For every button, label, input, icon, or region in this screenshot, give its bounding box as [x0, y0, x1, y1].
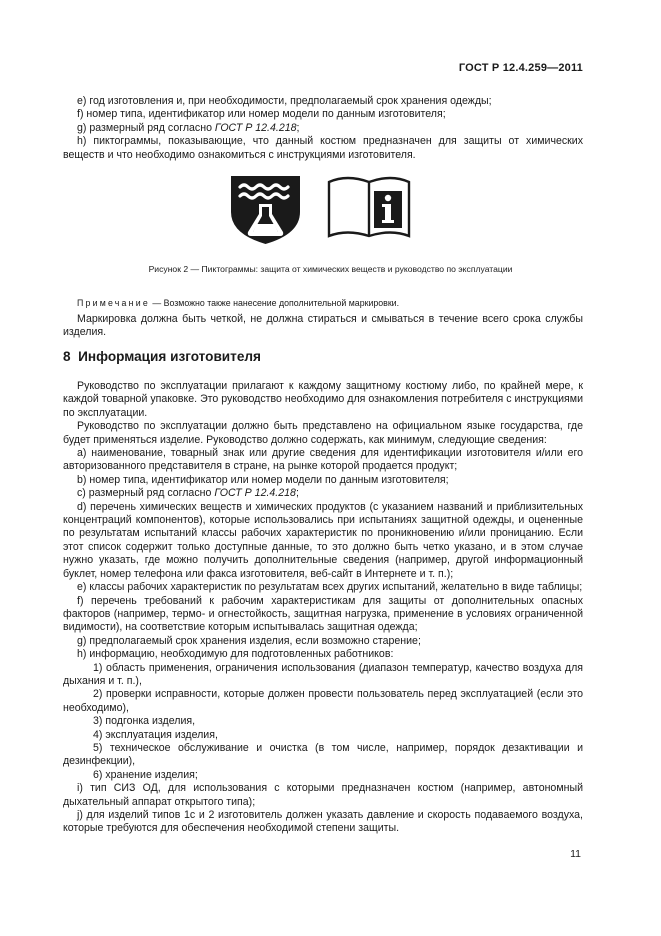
figure-caption: Рисунок 2 — Пиктограммы: защита от химических веществ и руководство по эксплуатации	[148, 264, 513, 274]
list-item: g) предполагаемый срок хранения изделия, если возможно старение;	[77, 634, 421, 647]
list-item: b) номер типа, идентификатор или номер модели по данным изготовителя;	[77, 473, 449, 486]
standard-reference: ГОСТ Р 12.4.218	[214, 121, 297, 134]
list-item: f) перечень требований к рабочим характеристикам для защиты от дополнительных опасных факторов (например, термо- и огнестойкость, защитная нагрузка, применение в условиях ограниченной видимости), на соответствие которым испытывалась защитная одежда;	[63, 594, 583, 634]
marking-paragraph: Маркировка должна быть четкой, не должна стираться и смываться в течение всего срока службы изделия.	[63, 313, 583, 339]
paragraph: Руководство по эксплуатации прилагают к каждому защитному костюму либо, по крайней мере, к каждой товарной упаковке. Это руководство необходимо для ознакомления потребителя с инструкциями по эксплуатации.	[63, 380, 583, 419]
standard-reference: ГОСТ Р 12.4.218	[214, 487, 296, 500]
section-number: 8	[63, 349, 71, 364]
sub-item: 4) эксплуатация изделия,	[93, 728, 218, 741]
list-item: h) пиктограммы, показывающие, что данный костюм предназначен для защиты от химических веществ и что необходимо ознакомиться с инструкциями изготовителя.	[63, 135, 583, 161]
note-label: Примечание	[77, 298, 150, 308]
list-item: g) размерный ряд согласно ГОСТ Р 12.4.218;	[77, 121, 300, 134]
list-item: i) тип СИЗ ОД, для использования с которыми предназначен костюм (например, автономный дыхательный аппарат открытого типа);	[63, 782, 583, 808]
note-text: — Возможно также нанесение дополнительной маркировки.	[149, 298, 400, 308]
information-booklet-icon	[327, 174, 411, 238]
sub-item: 1) область применения, ограничения использования (диапазон температур, качество воздуха для дыхания и т. п.),	[63, 661, 583, 687]
list-item: a) наименование, товарный знак или другие сведения для идентификации изготовителя и/или его авторизованного представителя в стране, на рынке которой продается продукт;	[63, 447, 583, 473]
section-heading	[63, 350, 261, 363]
note	[77, 297, 399, 310]
page-number: 11	[570, 848, 581, 860]
sub-item: 5) техническое обслуживание и очистка (в том числе, например, порядок дезактивации и дезинфекции),	[63, 741, 583, 768]
sub-item: 6) хранение изделия;	[93, 768, 198, 781]
list-item: j) для изделий типов 1с и 2 изготовитель должен указать давление и скорость подаваемого воздуха, которые требуются для обеспечения необходимой степени защиты.	[63, 809, 583, 835]
list-item: f) номер типа, идентификатор или номер модели по данным изготовителя;	[77, 108, 446, 121]
list-item: d) перечень химических веществ и химических продуктов (с указанием названий и приблизительных концентраций компонентов), которые использовались при испытаниях защитной одежды, и оцененные по результатам испытаний классы рабочих характеристик по проникновению и/или проницанию. Если этот список содержит только доступные данные, то это должно быть четко указано, и в этом случае нужно указать, где можно получить дополнительные сведения (например, другой информационный буклет, номер телефона или факса изготовителя, веб-сайт в Интернете и т. п.);	[63, 500, 583, 580]
paragraph: Руководство по эксплуатации должно быть представлено на официальном языке государства, где будет применяться изделие. Руководство должно содержать, как минимум, следующие сведения:	[63, 420, 583, 446]
list-item: h) информацию, необходимую для подготовленных работников:	[77, 648, 394, 661]
section-body	[63, 380, 583, 836]
standard-header: ГОСТ Р 12.4.259—2011	[458, 62, 583, 74]
list-item: e) классы рабочих характеристик по результатам всех других испытаний, желательно в виде таблицы;	[77, 581, 583, 594]
section-title: Информация изготовителя	[78, 349, 261, 364]
chemical-protection-icon	[229, 174, 302, 246]
list-item: c) размерный ряд согласно ГОСТ Р 12.4.218;	[77, 487, 299, 500]
sub-item: 3) подгонка изделия,	[93, 715, 196, 728]
sub-item: 2) проверки исправности, которые должен провести пользователь перед эксплуатацией (если это необходимо),	[63, 688, 583, 714]
top-list	[63, 95, 583, 162]
list-item: e) год изготовления и, при необходимости, предполагаемый срок хранения одежды;	[77, 95, 492, 107]
